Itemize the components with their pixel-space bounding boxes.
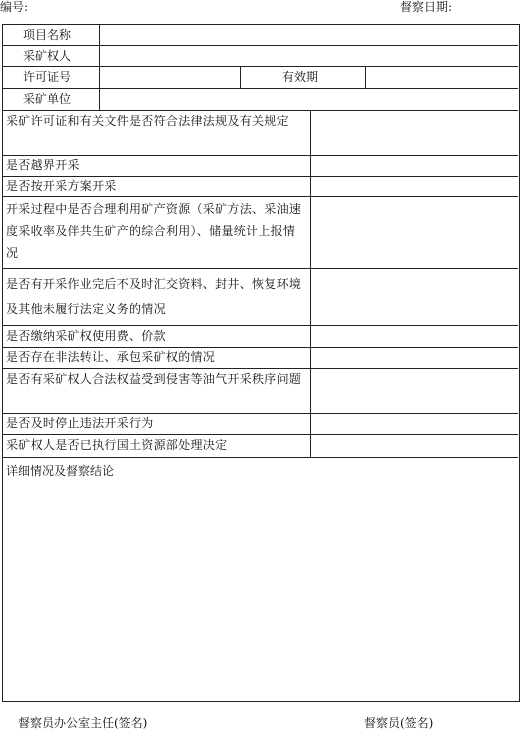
question-item: 是否存在非法转让、承包采矿权的情况 — [6, 350, 216, 364]
project-name-label: 项目名称 — [23, 28, 72, 42]
valid-period-label: 有效期 — [282, 70, 319, 84]
question-item: 是否缴纳采矿权使用费、价款 — [6, 329, 166, 343]
row-divider — [2, 268, 518, 269]
inspection-date-label: 督察日期: — [400, 0, 453, 14]
question-item: 是否及时停止违法开采行为 — [6, 416, 154, 430]
details-conclusion-label: 详细情况及督察结论 — [6, 464, 115, 478]
question-item: 是否按开采方案开采 — [6, 179, 117, 193]
supervisor-signature-label: 督察员(签名) — [364, 716, 434, 730]
valid-period-column-divider — [365, 66, 366, 88]
answer-column-divider — [310, 110, 311, 457]
row-divider — [2, 88, 518, 89]
question-item: 采矿许可证和有关文件是否符合法律法规及有关规定 — [6, 114, 289, 128]
question-item: 是否越界开采 — [6, 158, 80, 172]
row-divider — [2, 66, 518, 67]
question-item: 是否有开采作业完后不及时汇交资料、封井、恢复环境及其他未履行法定义务的情况 — [6, 277, 302, 316]
office-director-signature-label: 督察员办公室主任(签名) — [18, 716, 148, 730]
question-item: 是否有采矿权人合法权益受到侵害等油气开采秩序问题 — [6, 372, 302, 386]
row-divider — [2, 45, 518, 46]
question-item: 开采过程中是否合理利用矿产资源（采矿方法、采油速度采收率及伴共生矿产的综合利用）、储量统计上报情况 — [6, 202, 302, 260]
row-divider — [2, 457, 518, 458]
mining-unit-label: 采矿单位 — [23, 92, 72, 106]
number-label: 编号: — [0, 0, 29, 14]
license-column-divider — [240, 66, 241, 88]
label-column-divider — [99, 24, 100, 110]
question-item: 采矿权人是否已执行国土资源部处理决定 — [6, 438, 228, 452]
right-holder-label: 采矿权人 — [23, 49, 72, 63]
license-number-label: 许可证号 — [23, 70, 72, 84]
